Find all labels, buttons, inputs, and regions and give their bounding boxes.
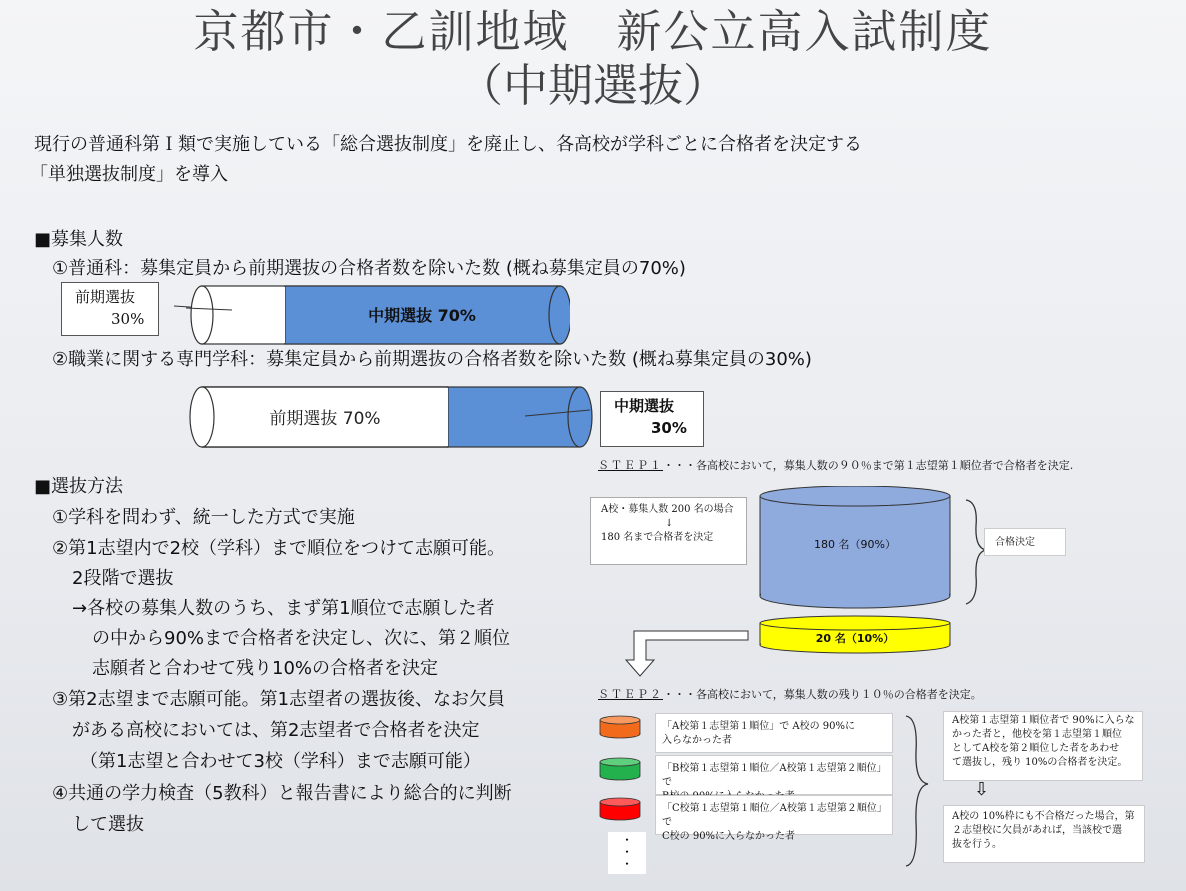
method-line: ④共通の学力検査（5教科）と報告書により総合的に判断 [52, 783, 512, 804]
step1-down-arrow [626, 631, 748, 676]
bar1-blue-label: 中期選抜 70% [368, 306, 476, 325]
bar2-end-cap [568, 387, 592, 447]
step1-brace [966, 500, 986, 604]
step2-note1-line: A校第１志望第１順位者で 90%に入らな [952, 715, 1135, 726]
bar1-callout-line2: 30% [111, 310, 145, 328]
method-line: ①学科を問わず、統一した方式で実施 [52, 507, 355, 528]
bar1-callout-line1: 前期選抜 [75, 288, 136, 306]
bar1-cylinder [150, 282, 570, 348]
bar2-white-label: 前期選抜 70% [269, 409, 381, 429]
step2-note1-line: かった者と，他校を第１志望第１順位 [952, 729, 1122, 740]
step2-row-box [655, 713, 893, 753]
step1-big-label: 180 名（90%） [814, 538, 896, 551]
step1-decision-box: 合格決定 [984, 528, 1066, 556]
bar2-callout-line2: 30% [651, 419, 687, 437]
step2-row-box [655, 795, 893, 842]
step2-note2-line: A校の 10%枠にも不合格だった場合，第 [952, 811, 1135, 822]
recruit-item-1: ①普通科：募集定員から前期選抜の合格者数を除いた数 (概ね募集定員の70%) [52, 258, 686, 279]
step2-note2 [943, 805, 1145, 863]
step2-row-line1: 「C校第１志望第１順位／A校第１志望第２順位」で [662, 803, 887, 828]
page-subtitle: （中期選抜） [457, 59, 728, 112]
step2-note1 [943, 711, 1143, 781]
recruit-heading: ■募集人数 [34, 229, 124, 250]
method-line: ③第2志望まで志願可能。第1志望者の選抜後、なお欠員 [52, 689, 506, 710]
method-line: →各校の募集人数のうち、まず第1順位で志願した者 [72, 598, 495, 619]
step1-example-line1: A校・募集人数 200 名の場合 [601, 504, 734, 515]
step2-down-arrow-icon: ⇩ [974, 779, 990, 800]
bar2-cylinder [180, 382, 600, 452]
step2-dots: ・ ・ ・ [608, 832, 646, 874]
method-line: の中から90%まで合格者を決定し、次に、第２順位 [92, 628, 511, 649]
step2-row-line2: 入らなかった者 [662, 735, 732, 746]
bar1-callout [61, 282, 159, 336]
bar1-front-cap [191, 286, 213, 344]
method-line: 2段階で選抜 [72, 568, 174, 589]
method-line: ②第1志望内で2校（学科）まで順位をつけて志願可能。 [52, 538, 506, 559]
step1-small-label: 20 名（10%） [815, 632, 895, 645]
step2-note2-line: 抜を行う。 [952, 839, 1002, 850]
page-title: 京都市・乙訓地域 新公立高入試制度 [193, 5, 993, 58]
bar2-callout [600, 391, 704, 447]
step1-example-line2: 180 名まで合格者を決定 [601, 532, 714, 543]
bar2-front-cap [190, 387, 214, 447]
method-line: して選抜 [72, 814, 144, 835]
method-line: がある高校においては、第2志望者で合格者を決定 [72, 720, 480, 741]
method-line: （第1志望と合わせて3校（学科）まで志願可能） [80, 751, 481, 772]
recruit-item-2: ②職業に関する専門学科：募集定員から前期選抜の合格者数を除いた数 (概ね募集定員の30%) [52, 349, 812, 370]
step1-text: ・・・各高校において，募集人数の９０％まで第１志望第１順位者で合格者を決定. [663, 459, 1074, 472]
intro-line-1: 現行の普通科第Ｉ類で実施している「総合選抜制度」を廃止し、各高校が学科ごとに合格者を決定する [34, 134, 862, 155]
step2-cylinder-red [600, 798, 640, 820]
step1-example-arrow: ↓ [665, 518, 674, 529]
bar2-callout-line1: 中期選抜 [614, 397, 675, 415]
step2-note1-line: て選抜し，残り 10%の合格者を決定。 [952, 757, 1128, 768]
step2-label: ＳＴＥＰ２ [598, 688, 663, 701]
step1-header [598, 459, 1073, 473]
step2-note2-line: ２志望校に欠員があれば，当該校で選 [952, 825, 1122, 836]
step2-cylinder-green [600, 758, 640, 780]
step1-label: ＳＴＥＰ１ [598, 459, 663, 472]
step2-note1-line: としてA校を第２順位した者をあわせ [952, 743, 1120, 754]
step1-diagram [620, 486, 1080, 686]
step2-row-line1: 「B校第１志望第１順位／A校第１志望第２順位」で [662, 763, 887, 788]
step2-brace [900, 712, 940, 872]
step2-row-line2: C校の 90%に入らなかった者 [662, 831, 796, 842]
step2-row-box [655, 755, 893, 795]
step2-row-line1: 「A校第１志望第１順位」で A校の 90%に [662, 721, 856, 732]
step2-header [598, 688, 982, 702]
step2-text: ・・・各高校において，募集人数の残り１０％の合格者を決定。 [663, 688, 982, 701]
method-heading: ■選抜方法 [34, 476, 124, 497]
bar1-end-cap [549, 286, 570, 344]
method-line: 志願者と合わせて残り10%の合格者を決定 [92, 658, 439, 679]
intro-line-2: 「単独選抜制度」を導入 [30, 164, 228, 185]
step2-cylinder-orange [600, 716, 640, 738]
